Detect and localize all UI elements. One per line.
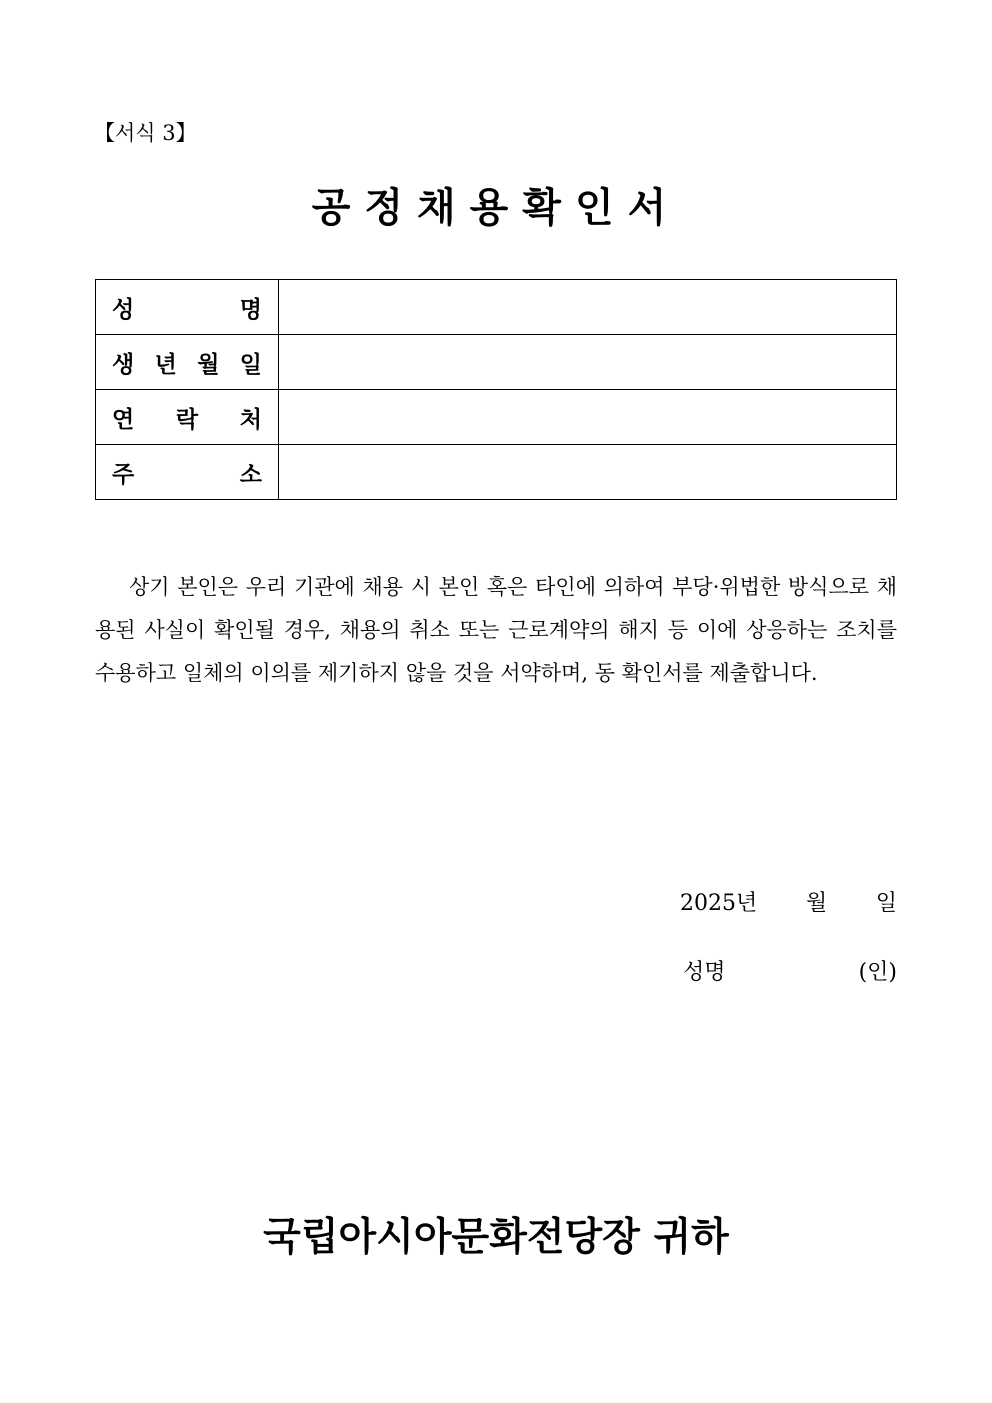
label-char: 성 [112,296,135,323]
personal-info-table [95,279,897,500]
document-title: 공정채용확인서 [311,185,681,231]
signature-label: 성명 [683,960,726,985]
field-label-cell [96,280,279,335]
label-char: 월 [197,351,220,378]
label-char: 년 [154,351,177,378]
field-label-address [112,456,262,489]
field-label-contact [112,401,262,434]
label-char: 일 [239,351,262,378]
name-value-cell[interactable] [279,280,897,335]
pledge-statement: 상기 본인은 우리 기관에 채용 시 본인 혹은 타인에 의하여 부당·위법한 방식으로 채용된 사실이 확인될 경우, 채용의 취소 또는 근로계약의 해지 등 이에 상응하는 조치를 수용하고 일체의 이의를 제기하지 않을 것을 서약하며, 동 확인서를 제출합니다. [95,575,897,685]
table-row-address [96,445,897,500]
label-char: 락 [175,406,199,433]
table-row-name [96,280,897,335]
contact-value-cell[interactable] [279,390,897,445]
date-year: 2025년 [680,891,758,916]
label-char: 명 [239,296,262,323]
label-char: 연 [112,406,135,433]
field-label-cell [96,445,279,500]
date-line [680,884,897,924]
field-label-cell [96,390,279,445]
label-char: 처 [239,406,262,433]
table-row-contact [96,390,897,445]
label-char: 주 [112,461,135,488]
signature-line [683,953,897,993]
field-label-name [112,291,262,324]
date-month: 월 [805,891,828,916]
date-day: 일 [875,891,897,916]
label-char: 생 [112,351,135,378]
form-number-label: 【서식 3】 [94,121,197,145]
field-label-cell [96,335,279,390]
seal-mark: (인) [858,960,897,985]
birthdate-value-cell[interactable] [279,335,897,390]
label-char: 소 [239,461,262,488]
addressee: 국립아시아문화전당장 귀하 [263,1215,729,1260]
field-label-birthdate [112,346,262,379]
table-row-birthdate [96,335,897,390]
address-value-cell[interactable] [279,445,897,500]
